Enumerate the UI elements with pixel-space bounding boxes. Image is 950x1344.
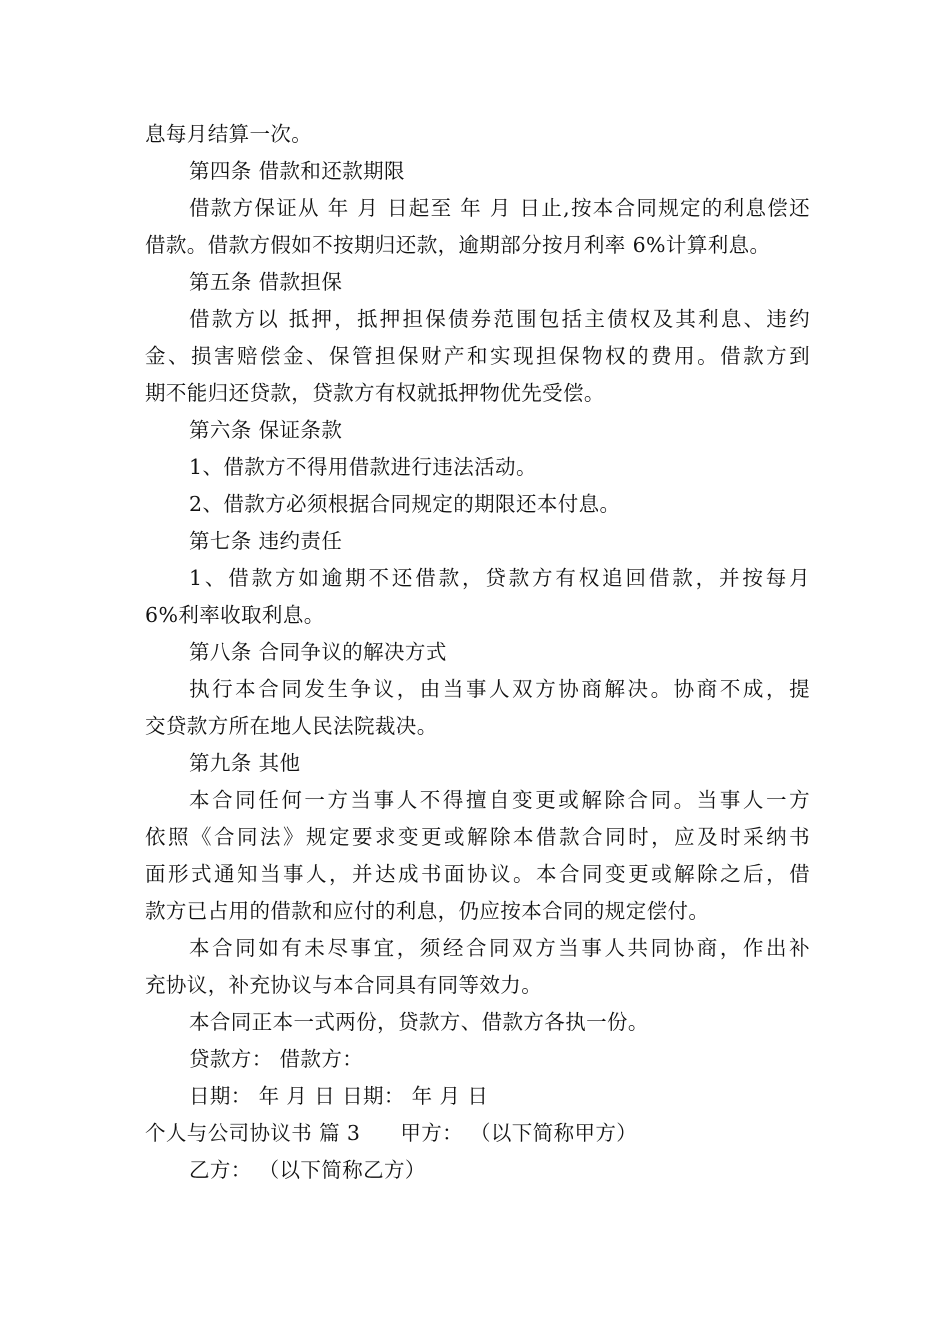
- paragraph-line: 交贷款方所在地人民法院裁决。: [145, 714, 438, 738]
- article-heading: 第六条 保证条款: [189, 418, 343, 442]
- paragraph-line: 面形式通知当事人，并达成书面协议。本合同变更或解除之后，借: [145, 862, 810, 886]
- paragraph-line: 本合同如有未尽事宜，须经合同双方当事人共同协商，作出补: [189, 936, 810, 960]
- signature-dates: 日期： 年 月 日 日期： 年 月 日: [189, 1084, 489, 1108]
- article-heading: 第五条 借款担保: [189, 270, 343, 294]
- paragraph-line: 借款方以 抵押，抵押担保债券范围包括主债权及其利息、违约: [189, 307, 810, 331]
- document-body: [145, 116, 810, 1189]
- paragraph-line: 执行本合同发生争议，由当事人双方协商解决。协商不成，提: [189, 677, 810, 701]
- paragraph-line: 款方已占用的借款和应付的利息，仍应按本合同的规定偿付。: [145, 899, 710, 923]
- paragraph-line: 借款。借款方假如不按期归还款，逾期部分按月利率 6%计算利息。: [145, 233, 771, 257]
- article-heading: 第九条 其他: [189, 751, 301, 775]
- paragraph-line: 期不能归还贷款，贷款方有权就抵押物优先受偿。: [145, 381, 605, 405]
- paragraph-line: 依照《合同法》规定要求变更或解除本借款合同时，应及时采纳书: [145, 825, 810, 849]
- article-heading: 第八条 合同争议的解决方式: [189, 640, 447, 664]
- section-title: 个人与公司协议书 篇 3: [145, 1121, 361, 1145]
- list-item: 1、借款方如逾期不还借款，贷款方有权追回借款，并按每月: [189, 566, 810, 590]
- paragraph-line: 本合同正本一式两份，贷款方、借款方各执一份。: [189, 1010, 649, 1034]
- list-item: 1、借款方不得用借款进行违法活动。: [189, 455, 537, 479]
- paragraph-line: 金、损害赔偿金、保管担保财产和实现担保物权的费用。借款方到: [145, 344, 810, 368]
- section-title-line: [145, 1115, 810, 1152]
- paragraph-line: 借款方保证从 年 月 日起至 年 月 日止,按本合同规定的利息偿还: [189, 196, 810, 220]
- party-b-line: 乙方： （以下简称乙方）: [189, 1158, 426, 1182]
- list-item: 2、借款方必须根据合同规定的期限还本付息。: [189, 492, 621, 516]
- paragraph-line: 充协议，补充协议与本合同具有同等效力。: [145, 973, 543, 997]
- paragraph-line: 6%利率收取利息。: [145, 603, 325, 627]
- article-heading: 第四条 借款和还款期限: [189, 159, 405, 183]
- party-a-line: 甲方： （以下简称甲方）: [400, 1121, 638, 1145]
- signature-parties: 贷款方： 借款方：: [189, 1047, 364, 1071]
- paragraph-line: 息每月结算一次。: [145, 122, 313, 146]
- article-heading: 第七条 违约责任: [189, 529, 343, 553]
- paragraph-line: 本合同任何一方当事人不得擅自变更或解除合同。当事人一方: [189, 788, 810, 812]
